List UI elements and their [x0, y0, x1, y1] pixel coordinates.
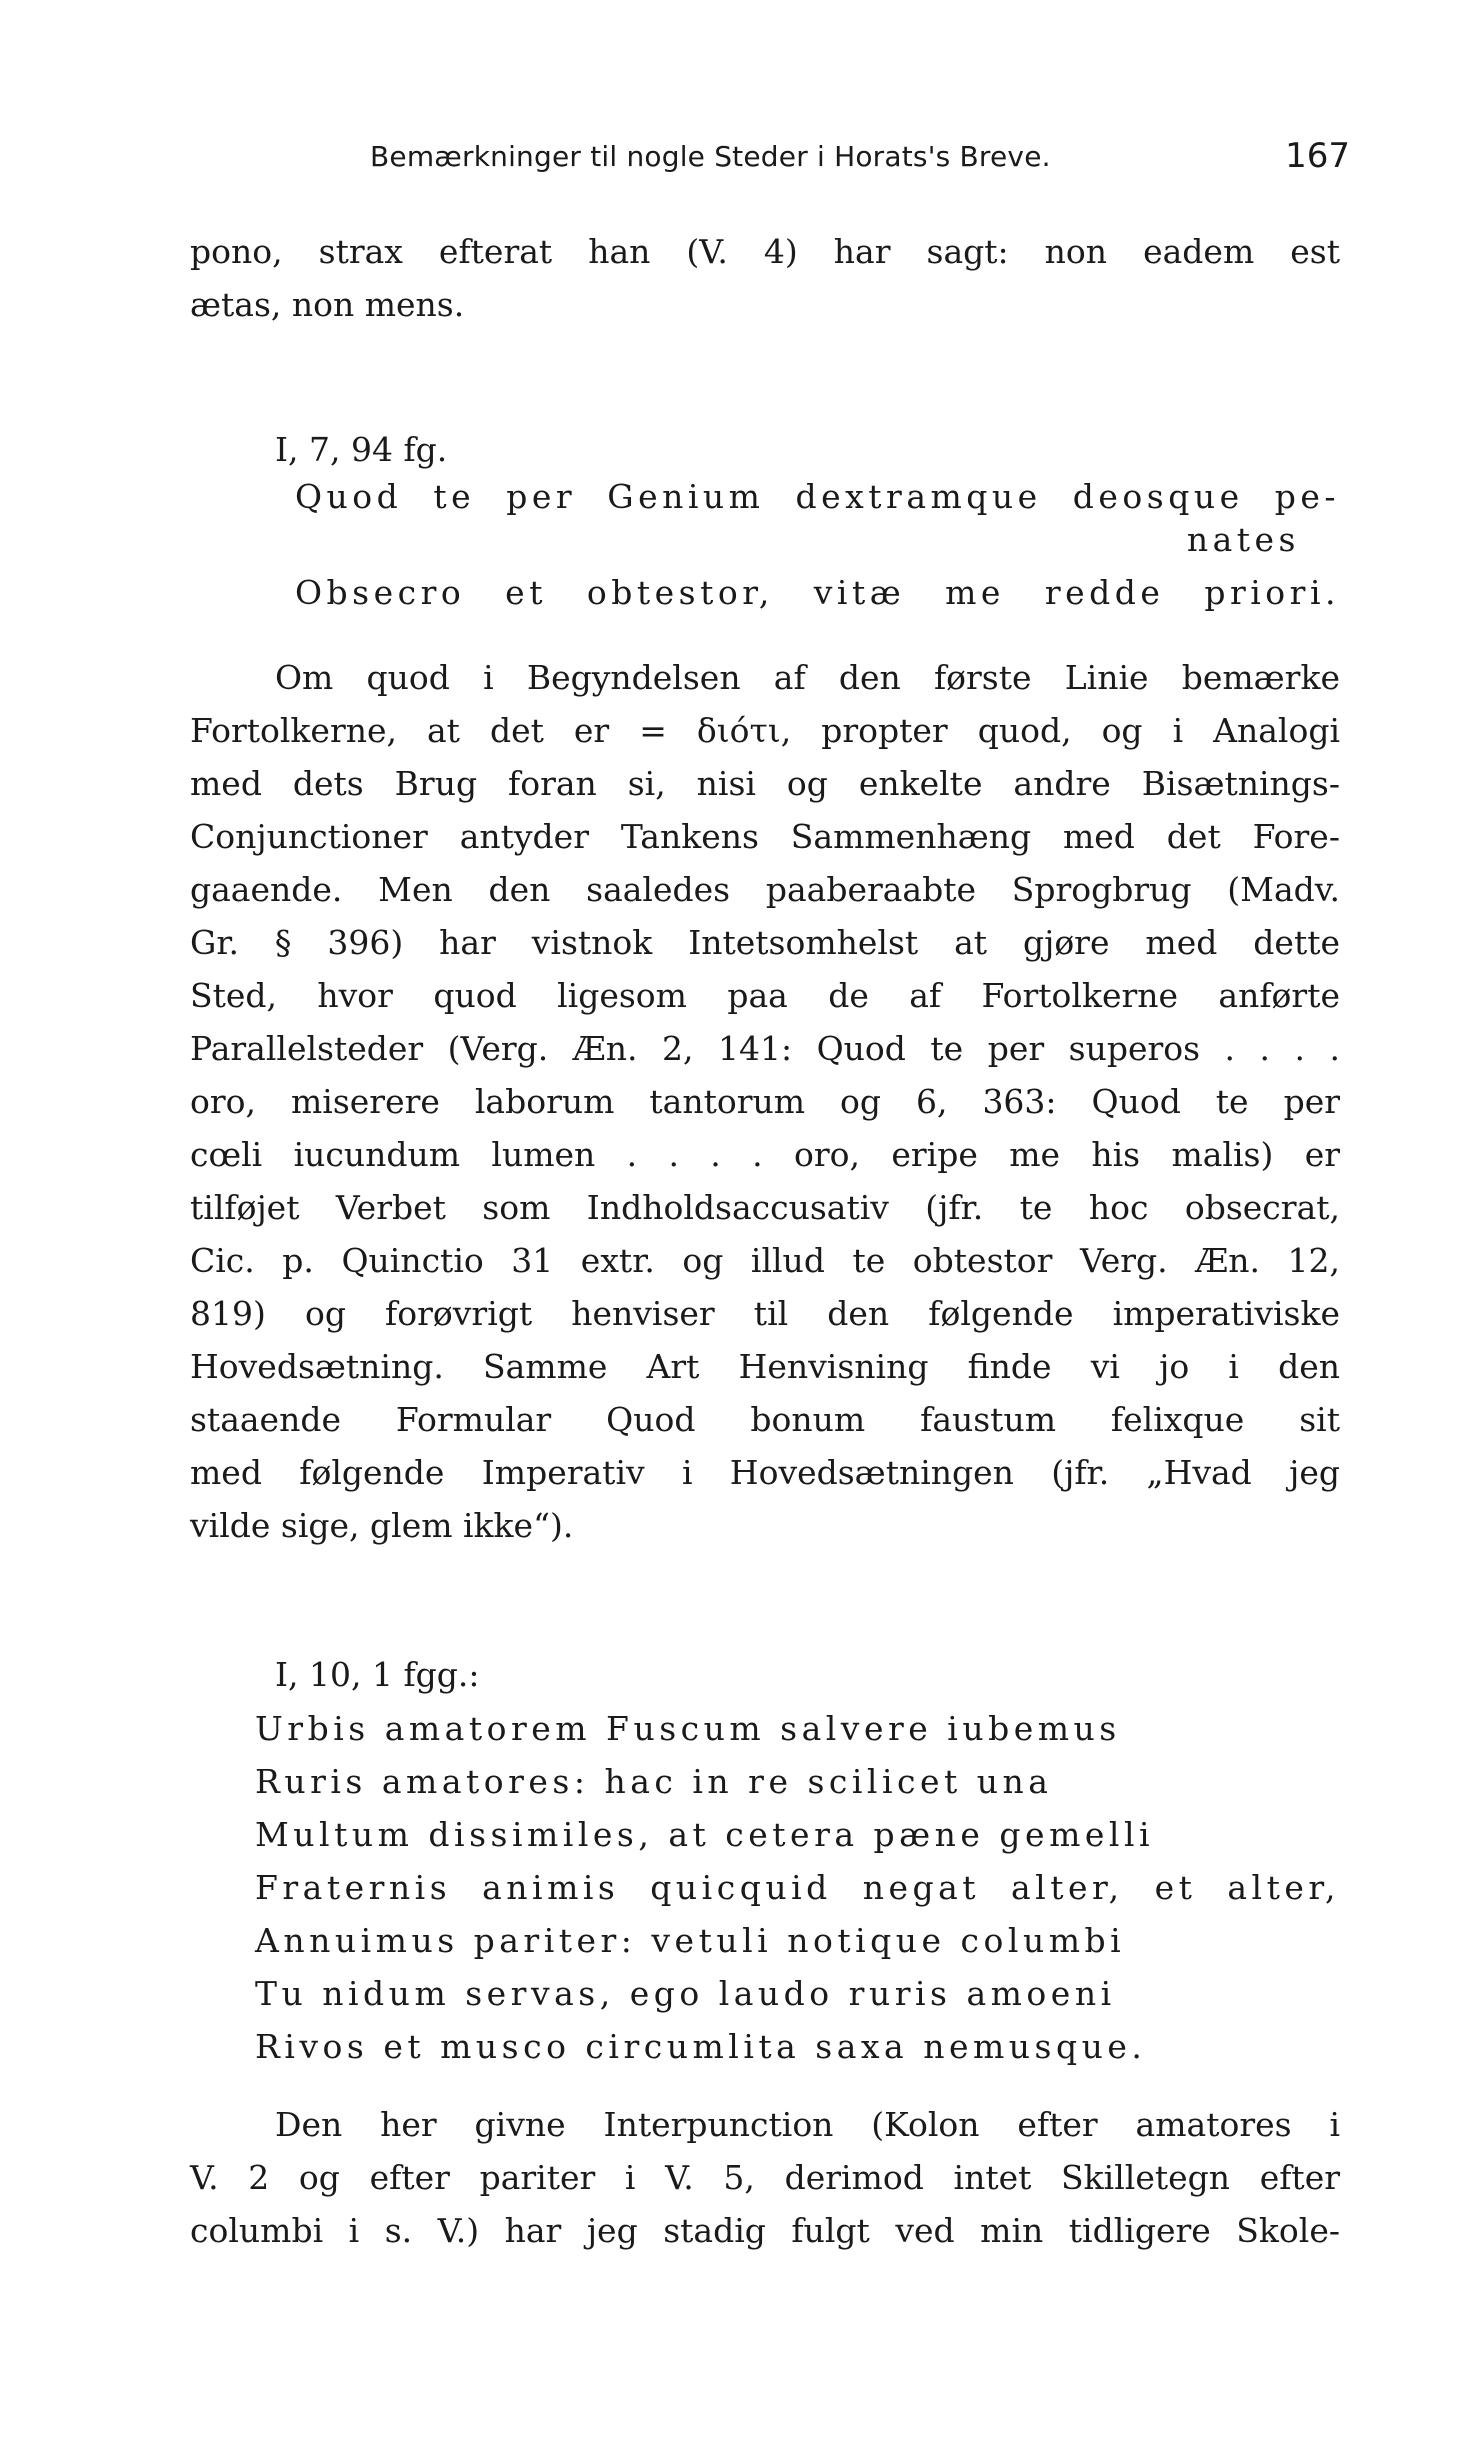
text-line: Om quod i Begyndelsen af den første Linie bemærke — [275, 658, 1340, 697]
page-number: 167 — [1285, 136, 1350, 176]
verse-line: Rivos et musco circumlita saxa nemusque. — [255, 2027, 1147, 2066]
text-line: staaende Formular Quod bonum faustum felixque sit — [190, 1400, 1340, 1439]
text-line: Conjunctioner antyder Tankens Sammenhæng med det Fore- — [190, 817, 1340, 856]
text-line: tilføjet Verbet som Indholdsaccusativ (jfr. te hoc obsecrat, — [190, 1188, 1340, 1227]
text-line: cœli iucundum lumen . . . . oro, eripe me his malis) er — [190, 1135, 1340, 1174]
text-line: oro, miserere laborum tantorum og 6, 363: Quod te per — [190, 1082, 1340, 1121]
verse-line: Fraternis animis quicquid negat alter, et alter, — [255, 1868, 1340, 1907]
citation-block-1 — [190, 423, 1340, 476]
text-line: med dets Brug foran si, nisi og enkelte andre Bisætnings- — [190, 764, 1340, 803]
citation-block-2 — [190, 1648, 1340, 1701]
verse-line: nates — [1186, 520, 1300, 559]
text-line: V. 2 og efter pariter i V. 5, derimod intet Skilletegn efter — [190, 2158, 1340, 2197]
verse-line: Quod te per Genium dextramque deosque pe- — [295, 477, 1340, 516]
text-line: ætas, non mens. — [190, 285, 465, 324]
text-line: Den her givne Interpunction (Kolon efter amatores i — [275, 2105, 1340, 2144]
verse-block-2 — [190, 1702, 1340, 2073]
verse-block-1 — [190, 470, 1340, 619]
citation-ref: I, 7, 94 fg. — [275, 430, 448, 469]
text-line: Hovedsætning. Samme Art Henvisning finde vi jo i den — [190, 1347, 1340, 1386]
running-title: Bemærkninger til nogle Steder i Horats's Breve. — [370, 140, 1051, 173]
text-line: med følgende Imperativ i Hovedsætningen (jfr. „Hvad jeg — [190, 1453, 1340, 1492]
text-line: Fortolkerne, at det er = διότι, propter quod, og i Analogi — [190, 711, 1340, 750]
text-line: columbi i s. V.) har jeg stadig fulgt ved min tidligere Skole- — [190, 2211, 1340, 2250]
verse-line: Tu nidum servas, ego laudo ruris amoeni — [255, 1974, 1116, 2013]
text-line: Parallelsteder (Verg. Æn. 2, 141: Quod te per superos . . . . — [190, 1029, 1340, 1068]
text-line: Sted, hvor quod ligesom paa de af Fortolkerne anførte — [190, 976, 1340, 1015]
text-line: 819) og forøvrigt henviser til den følgende imperativiske — [190, 1294, 1340, 1333]
verse-line: Obsecro et obtestor, vitæ me redde priori. — [295, 573, 1340, 612]
paragraph-1 — [190, 651, 1340, 1552]
text-line: gaaende. Men den saaledes paaberaabte Sprogbrug (Madv. — [190, 870, 1340, 909]
verse-line: Annuimus pariter: vetuli notique columbi — [255, 1921, 1126, 1960]
opening-lines — [190, 225, 1340, 331]
paragraph-2 — [190, 2098, 1340, 2257]
text-line: Gr. § 396) har vistnok Intetsomhelst at gjøre med dette — [190, 923, 1340, 962]
verse-line: Multum dissimiles, at cetera pæne gemelli — [255, 1815, 1155, 1854]
text-line: pono, strax efterat han (V. 4) har sagt: non eadem est — [190, 232, 1340, 271]
text-line: vilde sige, glem ikke“). — [190, 1506, 574, 1545]
text-line: Cic. p. Quinctio 31 extr. og illud te obtestor Verg. Æn. 12, — [190, 1241, 1340, 1280]
running-header — [370, 136, 1350, 180]
citation-ref: I, 10, 1 fgg.: — [275, 1655, 480, 1694]
verse-line: Ruris amatores: hac in re scilicet una — [255, 1762, 1053, 1801]
verse-line: Urbis amatorem Fuscum salvere iubemus — [255, 1709, 1121, 1748]
